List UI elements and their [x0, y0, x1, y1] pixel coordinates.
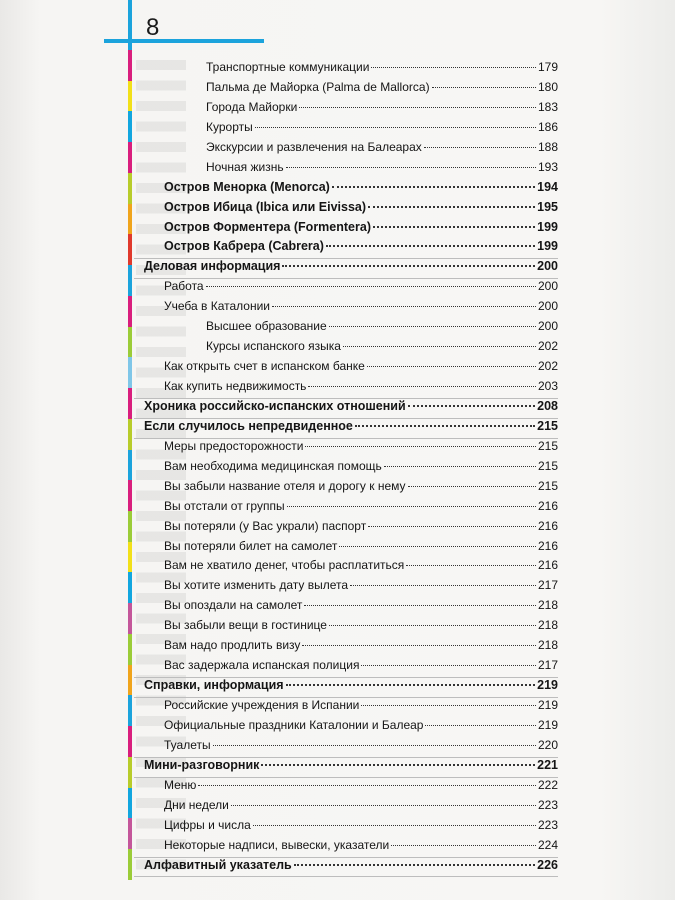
toc-entry: [134, 138, 558, 158]
toc-leader-dots: [425, 725, 536, 726]
toc-entry: [134, 696, 558, 716]
toc-leader-dots: [287, 506, 536, 507]
color-strip-segment: [128, 511, 132, 542]
toc-entry-title: Меню: [164, 777, 197, 792]
toc-entry-title: Курорты: [206, 119, 253, 134]
toc-leader-dots: [371, 67, 536, 68]
color-strip-segment: [128, 173, 132, 204]
color-strip-segment: [128, 357, 132, 388]
toc-entry-page: 215: [537, 418, 558, 433]
toc-entry: [134, 377, 558, 397]
toc-leader-dots: [305, 446, 535, 447]
toc-entry-page: 202: [537, 339, 558, 354]
toc-leader-dots: [361, 665, 536, 666]
toc-entry-title: Алфавитный указатель: [144, 857, 292, 872]
toc-entry: [134, 537, 558, 557]
toc-leader-dots: [384, 466, 536, 467]
table-of-contents: [134, 58, 558, 875]
toc-entry-page: 220: [537, 737, 558, 752]
toc-entry: [134, 277, 558, 297]
color-strip-segment: [128, 388, 132, 419]
toc-entry-page: 193: [537, 159, 558, 174]
color-strip-segment: [128, 419, 132, 450]
toc-entry: [134, 796, 558, 816]
color-strip-segment: [128, 81, 132, 112]
toc-entry-title: Остров Кабрера (Cabrera): [164, 239, 324, 254]
toc-entry-title: Вам необходима медицинская помощь: [164, 458, 382, 473]
toc-entry-page: 199: [537, 239, 558, 254]
toc-entry: [134, 477, 558, 497]
toc-entry-title: Справки, информация: [144, 678, 284, 693]
toc-entry-title: Города Майорки: [206, 99, 298, 114]
color-strip-segment: [128, 665, 132, 696]
toc-leader-dots: [326, 245, 535, 247]
toc-leader-dots: [332, 186, 535, 188]
toc-entry-title: Цифры и числа: [164, 817, 251, 832]
toc-entry-page: 179: [537, 60, 558, 74]
toc-entry: [134, 198, 558, 218]
toc-leader-dots: [329, 326, 536, 327]
toc-entry-title: Мини-разговорник: [144, 757, 260, 772]
toc-leader-dots: [373, 226, 535, 228]
color-strip-segment: [128, 726, 132, 757]
toc-leader-dots: [432, 87, 536, 88]
toc-entry-page: 200: [537, 299, 558, 314]
color-strip-segment: [128, 327, 132, 358]
toc-entry-title: Хроника российско-испанских отношений: [144, 398, 406, 413]
color-strip-segment: [128, 142, 132, 173]
toc-entry-page: 195: [537, 199, 558, 214]
toc-leader-dots: [424, 147, 536, 148]
toc-leader-dots: [408, 486, 536, 487]
toc-entry: [134, 297, 558, 317]
toc-leader-dots: [294, 864, 535, 866]
color-strip-segment: [128, 572, 132, 603]
toc-entry-page: 217: [537, 658, 558, 673]
color-strip-segment: [128, 265, 132, 296]
toc-entry-page: 215: [537, 458, 558, 473]
toc-entry-page: 183: [537, 99, 558, 114]
toc-leader-dots: [255, 127, 536, 128]
toc-entry-page: 208: [537, 398, 558, 413]
toc-entry: [134, 576, 558, 596]
color-strip-segment: [128, 450, 132, 481]
color-strip-segment: [128, 634, 132, 665]
toc-entry-title: Как купить недвижимость: [164, 379, 307, 393]
toc-entry: [134, 517, 558, 537]
toc-entry-page: 219: [537, 698, 558, 712]
toc-entry-page: 180: [537, 79, 558, 94]
toc-entry-title: Учеба в Каталонии: [164, 299, 271, 314]
toc-leader-dots: [213, 745, 536, 746]
toc-entry-title: Дни недели: [164, 797, 229, 812]
toc-entry: [134, 78, 558, 98]
toc-entry-title: Курсы испанского языка: [206, 339, 341, 354]
toc-leader-dots: [253, 825, 536, 826]
toc-leader-dots: [308, 386, 536, 387]
toc-entry-page: 216: [537, 558, 558, 573]
toc-entry: [134, 636, 558, 656]
toc-leader-dots: [368, 526, 536, 527]
toc-leader-dots: [231, 805, 536, 806]
toc-entry-page: 224: [537, 837, 558, 852]
toc-entry-title: Вы забыли название отеля и дорогу к нему: [164, 478, 406, 493]
toc-entry: [134, 178, 558, 198]
color-strip-segment: [128, 818, 132, 849]
color-strip-segment: [128, 542, 132, 573]
toc-entry-title: Вы забыли вещи в гостинице: [164, 618, 327, 633]
toc-entry-title: Работа: [164, 279, 204, 294]
toc-entry: [134, 497, 558, 517]
toc-entry-title: Меры предосторожности: [164, 438, 304, 453]
color-strip-segment: [128, 204, 132, 235]
toc-entry: [134, 337, 558, 357]
toc-entry-title: Пальма де Майорка (Palma de Mallorca): [206, 79, 430, 94]
toc-entry-page: 216: [537, 538, 558, 553]
color-strip-segment: [128, 296, 132, 327]
toc-entry-title: Вам не хватило денег, чтобы расплатиться: [164, 558, 405, 573]
toc-leader-dots: [299, 107, 536, 108]
toc-entry-title: Как открыть счет в испанском банке: [164, 359, 365, 374]
color-strip-segment: [128, 480, 132, 511]
toc-leader-dots: [286, 167, 536, 168]
toc-entry-title: Ночная жизнь: [206, 159, 284, 174]
toc-entry-page: 215: [537, 478, 558, 493]
toc-entry-title: Транспортные коммуникации: [206, 60, 370, 74]
color-strip-segment: [128, 757, 132, 788]
toc-leader-dots: [261, 764, 535, 766]
toc-entry: [134, 417, 558, 437]
toc-entry: [134, 756, 558, 776]
toc-entry-title: Вы потеряли (у Вас украли) паспорт: [164, 518, 367, 533]
toc-entry: [134, 836, 558, 856]
color-strip-segment: [128, 50, 132, 81]
toc-entry-title: Некоторые надписи, вывески, указатели: [164, 837, 390, 852]
toc-entry-title: Остров Менорка (Menorca): [164, 179, 330, 194]
toc-entry-page: 221: [537, 757, 558, 772]
toc-entry-page: 218: [537, 598, 558, 613]
toc-entry-page: 222: [537, 777, 558, 792]
toc-entry-page: 200: [537, 259, 558, 274]
toc-entry-page: 216: [537, 498, 558, 513]
toc-entry-title: Вы отстали от группы: [164, 498, 285, 513]
toc-leader-dots: [408, 405, 535, 407]
toc-leader-dots: [286, 684, 536, 686]
toc-entry-title: Вас задержала испанская полиция: [164, 658, 360, 673]
toc-entry-page: 219: [537, 678, 558, 693]
toc-entry-page: 216: [537, 518, 558, 533]
toc-leader-dots: [329, 625, 536, 626]
toc-entry: [134, 158, 558, 178]
toc-entry-title: Российские учреждения в Испании: [164, 698, 360, 712]
toc-entry: [134, 98, 558, 118]
toc-entry-title: Официальные праздники Каталонии и Балеар: [164, 717, 424, 732]
toc-entry-title: Вам надо продлить визу: [164, 638, 301, 653]
toc-leader-dots: [368, 206, 535, 208]
toc-entry: [134, 856, 558, 876]
toc-entry: [134, 437, 558, 457]
toc-entry-page: 200: [537, 319, 558, 334]
toc-leader-dots: [343, 346, 536, 347]
toc-leader-dots: [355, 425, 535, 427]
toc-entry-page: 188: [537, 139, 558, 154]
toc-entry: [134, 357, 558, 377]
toc-entry-page: 194: [537, 179, 558, 194]
color-strip: [128, 50, 132, 880]
toc-entry: [134, 656, 558, 676]
toc-leader-dots: [367, 366, 536, 367]
toc-entry: [134, 596, 558, 616]
toc-entry: [134, 118, 558, 138]
header-rule: [104, 39, 264, 43]
toc-entry: [134, 616, 558, 636]
toc-entry-title: Деловая информация: [144, 259, 281, 274]
toc-entry-title: Если случилось непредвиденное: [144, 418, 353, 433]
toc-entry-page: 200: [537, 279, 558, 294]
toc-entry-page: 218: [537, 618, 558, 633]
toc-leader-dots: [350, 585, 536, 586]
toc-entry-page: 186: [537, 119, 558, 134]
toc-leader-dots: [272, 306, 536, 307]
toc-leader-dots: [406, 565, 536, 566]
toc-leader-dots: [282, 265, 535, 267]
toc-entry-page: 223: [537, 817, 558, 832]
toc-entry-title: Экскурсии и развлечения на Балеарах: [206, 139, 422, 154]
toc-entry-title: Вы потеряли билет на самолет: [164, 538, 338, 553]
toc-entry: [134, 218, 558, 238]
toc-entry-page: 226: [537, 857, 558, 872]
toc-entry-page: 202: [537, 359, 558, 374]
toc-entry-title: Вы хотите изменить дату вылета: [164, 578, 349, 593]
toc-leader-dots: [206, 286, 536, 287]
page-number: 8: [146, 14, 160, 41]
toc-entry-title: Остров Ибица (Ibica или Eivissa): [164, 199, 367, 214]
toc-entry-page: 215: [537, 438, 558, 453]
toc-entry-page: 199: [537, 219, 558, 234]
toc-leader-dots: [302, 645, 536, 646]
color-strip-segment: [128, 111, 132, 142]
color-strip-segment: [128, 788, 132, 819]
toc-leader-dots: [304, 605, 536, 606]
toc-leader-dots: [391, 845, 536, 846]
toc-entry-title: Высшее образование: [206, 319, 327, 334]
color-strip-segment: [128, 234, 132, 265]
toc-entry: [134, 736, 558, 756]
toc-leader-dots: [361, 705, 536, 706]
toc-entry-title: Остров Форментера (Formentera): [164, 219, 371, 234]
toc-entry-title: Туалеты: [164, 737, 211, 752]
toc-entry: [134, 556, 558, 576]
toc-entry: [134, 776, 558, 796]
toc-entry: [134, 457, 558, 477]
toc-entry: [134, 58, 558, 78]
toc-entry-page: 223: [537, 797, 558, 812]
toc-entry-page: 219: [537, 717, 558, 732]
toc-entry: [134, 676, 558, 696]
toc-leader-dots: [198, 785, 536, 786]
toc-entry-page: 217: [537, 578, 558, 593]
toc-leader-dots: [339, 546, 536, 547]
toc-entry-title: Вы опоздали на самолет: [164, 598, 303, 613]
toc-entry: [134, 257, 558, 277]
toc-entry: [134, 716, 558, 736]
color-strip-segment: [128, 603, 132, 634]
color-strip-segment: [128, 695, 132, 726]
toc-entry: [134, 397, 558, 417]
toc-entry-page: 203: [537, 379, 558, 393]
toc-entry: [134, 317, 558, 337]
toc-entry-page: 218: [537, 638, 558, 653]
toc-entry: [134, 816, 558, 836]
toc-entry: [134, 237, 558, 257]
color-strip-segment: [128, 849, 132, 880]
